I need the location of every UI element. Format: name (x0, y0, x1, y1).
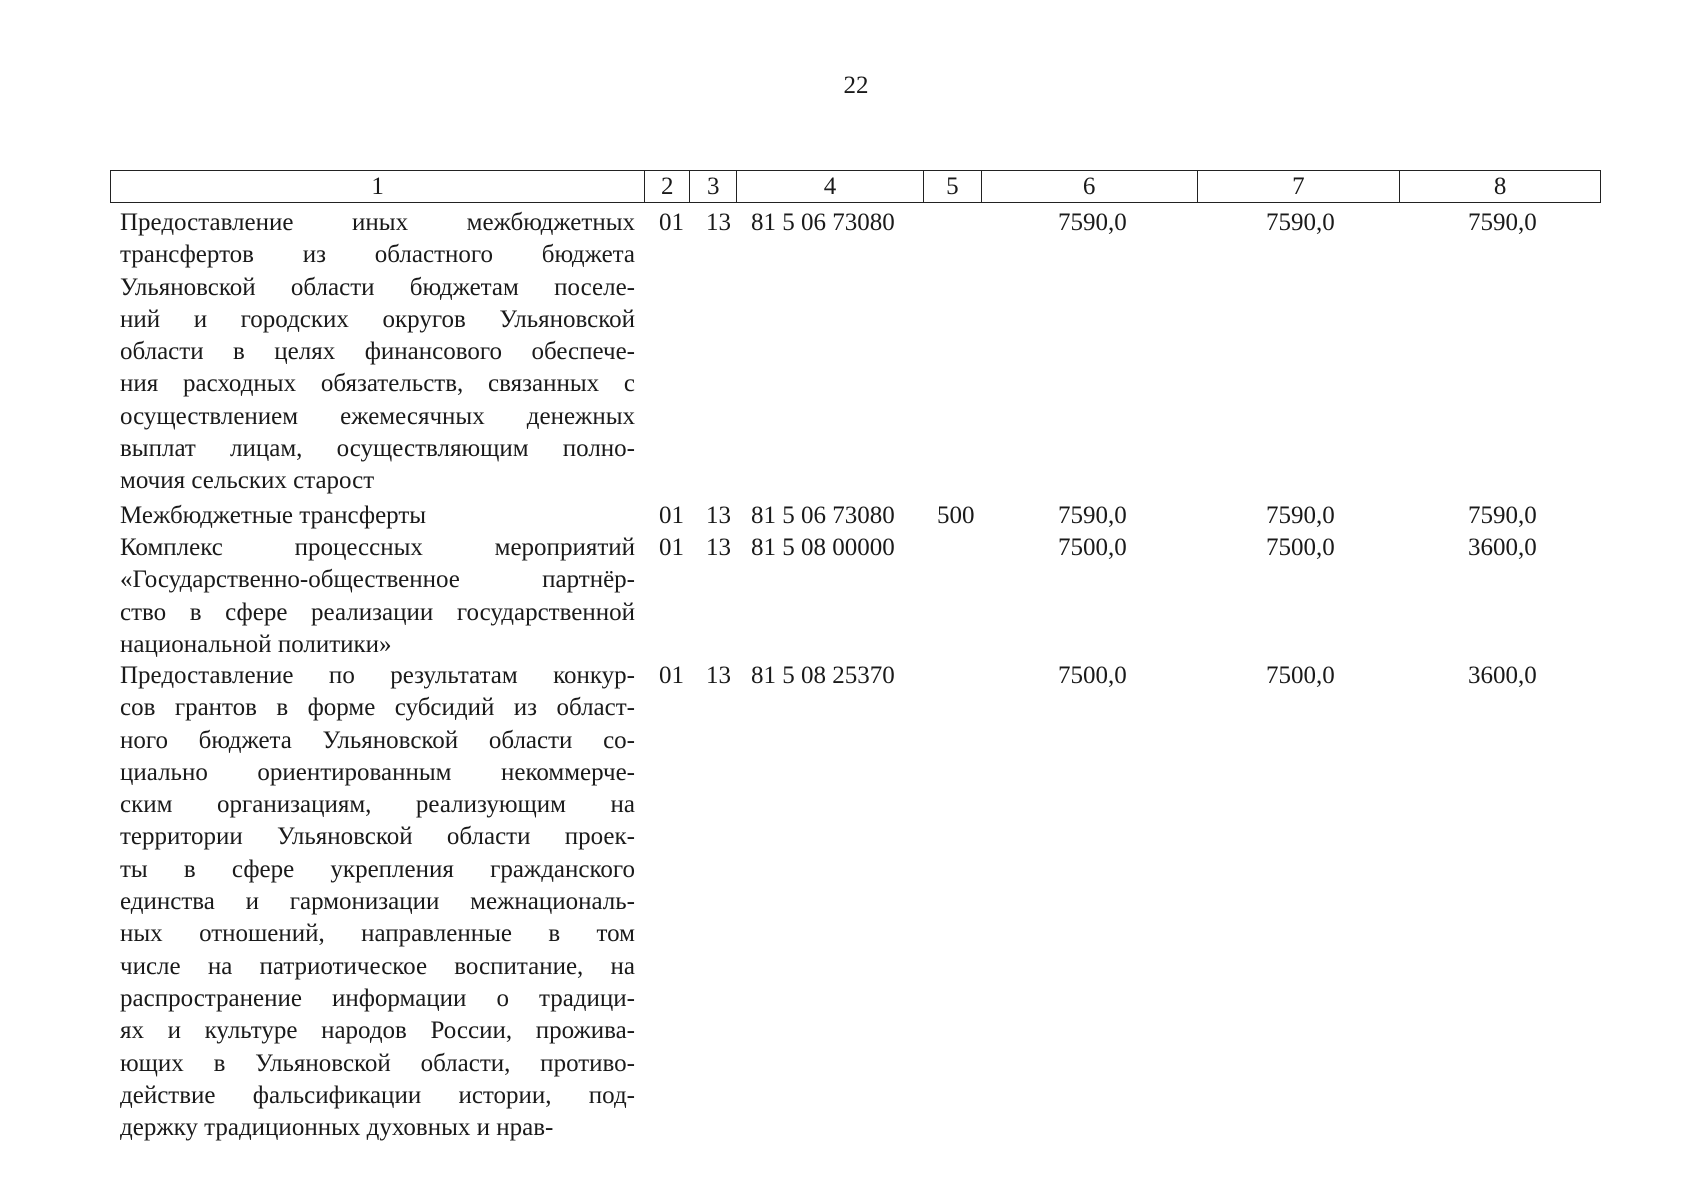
header-col-5: 5 (924, 171, 982, 202)
row-description (120, 660, 635, 1144)
description-line: мочия сельских старост (120, 467, 375, 495)
header-col-3: 3 (690, 171, 737, 202)
table-header (110, 170, 1601, 203)
cell-col-6: 7500,0 (1058, 662, 1127, 689)
description-line: ного бюджета Ульяновской области со- (120, 726, 635, 754)
cell-col-4: 81 5 06 73080 (751, 502, 895, 529)
cell-col-8: 3600,0 (1468, 534, 1537, 561)
cell-col-5: 500 (937, 502, 975, 529)
description-line: ство в сфере реализации государственной (120, 598, 635, 626)
cell-col-3: 13 (706, 502, 731, 529)
cell-col-7: 7590,0 (1266, 502, 1335, 529)
description-line: единства и гармонизации межнациональ- (120, 888, 635, 916)
header-col-2: 2 (645, 171, 690, 202)
description-line: сов грантов в форме субсидий из област- (120, 694, 635, 722)
description-line: трансфертов из областного бюджета (120, 241, 635, 269)
cell-col-8: 7590,0 (1468, 502, 1537, 529)
description-line: национальной политики» (120, 630, 392, 658)
row-description (120, 207, 635, 498)
description-line: ных отношений, направленные в том (120, 920, 635, 948)
cell-col-4: 81 5 08 25370 (751, 662, 895, 689)
description-line: распространение информации о традици- (120, 984, 635, 1012)
cell-col-6: 7500,0 (1058, 534, 1127, 561)
cell-col-4: 81 5 08 00000 (751, 534, 895, 561)
description-line: действие фальсификации истории, под- (120, 1081, 635, 1109)
row-description (120, 532, 635, 661)
description-line: держку традиционных духовных и нрав- (120, 1114, 554, 1142)
cell-col-3: 13 (706, 662, 731, 689)
description-line: Ульяновской области бюджетам поселе- (120, 273, 635, 301)
description-line: Предоставление иных межбюджетных (120, 209, 635, 236)
description-line: циально ориентированным некоммерче- (120, 758, 635, 786)
description-line: Межбюджетные трансферты (120, 502, 427, 529)
cell-col-2: 01 (659, 662, 684, 689)
description-line: Предоставление по результатам конкур- (120, 662, 635, 689)
description-line: числе на патриотическое воспитание, на (120, 952, 635, 980)
description-line: ния расходных обязательств, связанных с (120, 370, 635, 398)
cell-col-7: 7590,0 (1266, 209, 1335, 236)
description-line: территории Ульяновской области проек- (120, 823, 635, 851)
cell-col-3: 13 (706, 209, 731, 236)
description-line: ний и городских округов Ульяновской (120, 305, 635, 333)
description-line: ты в сфере укрепления гражданского (120, 855, 635, 883)
description-line: ским организациям, реализующим на (120, 791, 635, 819)
header-col-6: 6 (982, 171, 1198, 202)
cell-col-2: 01 (659, 534, 684, 561)
cell-col-7: 7500,0 (1266, 662, 1335, 689)
cell-col-7: 7500,0 (1266, 534, 1335, 561)
cell-col-2: 01 (659, 502, 684, 529)
cell-col-8: 7590,0 (1468, 209, 1537, 236)
cell-col-6: 7590,0 (1058, 502, 1127, 529)
description-line: «Государственно-общественное партнёр- (120, 566, 635, 594)
header-col-4: 4 (737, 171, 924, 202)
cell-col-8: 3600,0 (1468, 662, 1537, 689)
header-col-8: 8 (1493, 173, 1507, 200)
page-number: 22 (843, 72, 869, 99)
description-line: осуществлением ежемесячных денежных (120, 402, 635, 430)
header-col-7: 7 (1198, 171, 1401, 202)
description-line: ях и культуре народов России, прожива- (120, 1017, 635, 1045)
description-line: области в целях финансового обеспече- (120, 338, 635, 366)
header-col-1: 1 (111, 171, 645, 202)
cell-col-6: 7590,0 (1058, 209, 1127, 236)
cell-col-3: 13 (706, 534, 731, 561)
description-line: ющих в Ульяновской области, противо- (120, 1049, 635, 1077)
description-line: выплат лицам, осуществляющим полно- (120, 435, 635, 463)
row-description (120, 500, 635, 532)
cell-col-4: 81 5 06 73080 (751, 209, 895, 236)
cell-col-2: 01 (659, 209, 684, 236)
description-line: Комплекс процессных мероприятий (120, 534, 635, 561)
